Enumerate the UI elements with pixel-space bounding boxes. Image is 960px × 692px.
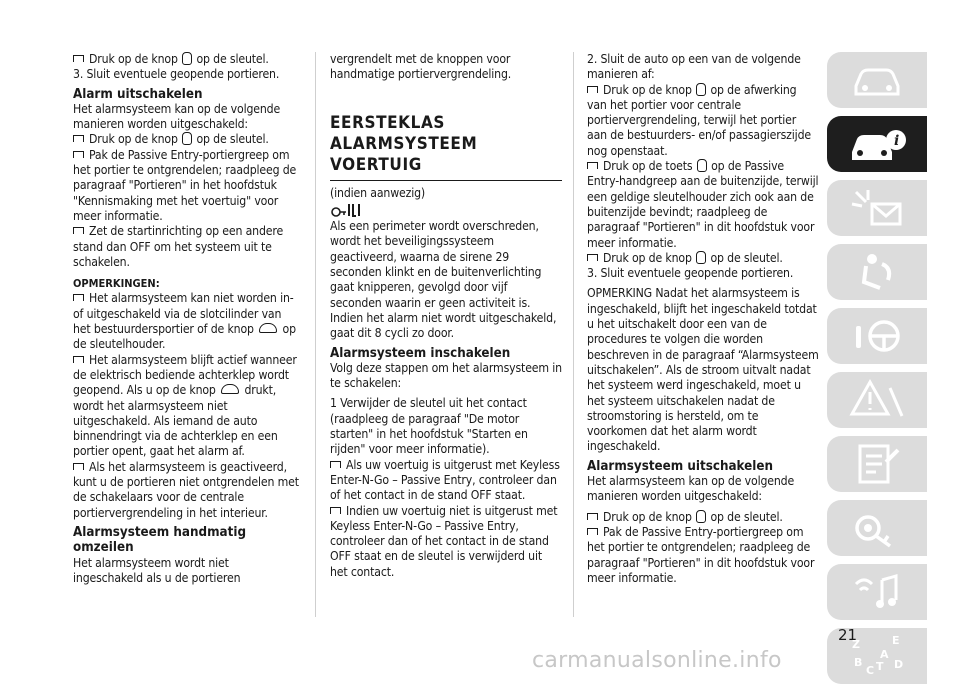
page-number: 21	[838, 626, 858, 644]
paragraph: Het alarmsysteem kan op de volgende manieren worden uitgeschakeld:	[587, 474, 795, 504]
paragraph: 2. Sluit de auto op een van de volgende manieren af:	[587, 52, 801, 82]
paragraph: 1 Verwijder de sleutel uit het contact (raadpleeg de paragraaf "De motor starten" in het hoofdstuk "Starten en rijden" voor meer informatie).	[330, 396, 528, 457]
keyless-icon	[330, 201, 562, 219]
lights-message-icon	[846, 186, 908, 230]
paragraph: Als een perimeter wordt overschreden, wordt het beveiligingssysteem geactiveerd, waarna de sirene 29 seconden klinkt en de buitenverlichting gaat knipperen, gevolgd door vijf seconden waarin er geen activiteit is. Indien het alarm niet wordt uitgeschakeld, gaat dit 8 cycli zo door.	[330, 219, 557, 341]
section-heading: Alarmsysteem inschakelen	[330, 345, 511, 361]
section-heading: Alarm uitschakelen	[73, 86, 203, 102]
tab-dashboard[interactable]	[827, 52, 927, 108]
airbag-seat-icon	[846, 250, 908, 294]
paragraph: Het alarmsysteem kan niet worden in- of uitgeschakeld via de slotcilinder van het bestuurdersportier of de knop op de sleutelhouder.	[73, 291, 296, 352]
car-info-icon	[846, 122, 908, 166]
key-lock-icon	[696, 251, 706, 264]
lock-button-icon	[696, 83, 706, 96]
lock-button-icon	[697, 159, 707, 172]
chapter-tabs	[827, 52, 930, 692]
dashboard-car-icon	[846, 58, 908, 102]
tab-car-info[interactable]	[827, 116, 927, 172]
paragraph: Volg deze stappen om het alarmsysteem in te schakelen:	[330, 360, 562, 391]
index-letter: A	[880, 648, 889, 661]
tab-lights[interactable]	[827, 180, 927, 236]
tab-starting-driving[interactable]	[827, 308, 927, 364]
column-2	[330, 52, 562, 580]
paragraph: Druk op de knop op de sleutel.	[73, 132, 299, 147]
index-letter: T	[876, 660, 884, 673]
column-1	[73, 52, 299, 586]
tab-emergency[interactable]	[827, 372, 927, 428]
multimedia-music-icon	[846, 570, 908, 614]
tailgate-icon	[221, 384, 239, 394]
paragraph: Druk op de knop op de sleutel.	[587, 251, 819, 266]
column-3	[587, 52, 819, 586]
column-divider	[573, 52, 574, 617]
paragraph: Als uw voertuig is uitgerust met Keyless Enter-N-Go – Passive Entry, controleer dan of het contact in de stand OFF staat.	[330, 457, 560, 503]
warning-road-icon	[846, 378, 908, 422]
tab-maintenance[interactable]	[827, 436, 927, 492]
car-keys-icon	[846, 506, 908, 550]
index-letter: Z	[852, 638, 860, 651]
note-heading: OPMERKINGEN:	[73, 277, 160, 291]
chapter-heading: EERSTEKLAS ALARMSYSTEEM VOERTUIG	[330, 113, 562, 181]
section-heading: Alarmsysteem handmatig omzeilen	[73, 524, 247, 556]
paragraph: vergrendelt met de knoppen voor handmatige portiervergrendeling.	[330, 52, 512, 82]
tailgate-icon	[259, 323, 277, 333]
maintenance-checklist-icon	[846, 442, 908, 486]
steering-wheel-icon	[846, 314, 908, 358]
paragraph: Het alarmsysteem wordt niet ingeschakeld als u de portieren	[73, 555, 241, 585]
paragraph: Het alarmsysteem blijft actief wanneer de elektrisch bediende achterklep wordt geopend. Als u op de knop drukt, wordt het alarmsysteem niet uitgeschakeld. Als iemand de auto binnendringt via de achterklep en een portier opent, gaat het alarm af.	[73, 352, 297, 459]
key-unlock-icon	[696, 510, 706, 523]
section-heading: Alarmsysteem uitschakelen	[587, 458, 773, 474]
paragraph: Druk op de knop op de sleutel.	[587, 510, 819, 525]
paragraph: Het alarmsysteem kan op de volgende manieren worden uitgeschakeld:	[73, 101, 281, 132]
index-letter: E	[892, 634, 900, 647]
paragraph: Zet de startinrichting op een andere stand dan OFF om het systeem uit te schakelen.	[73, 224, 284, 269]
paragraph: Indien uw voertuig niet is uitgerust met Keyless Enter-N-Go – Passive Entry, controleer dan of het contact in de stand OFF staat en de sleutel is verwijderd uit het contact.	[330, 503, 558, 579]
index-letter: C	[866, 664, 875, 677]
paragraph: Druk op de toets op de Passive Entry-handgreep aan de buitenzijde, terwijl een geldige sleutelhouder zich ook aan de buitenzijde bevindt; raadpleeg de paragraaf "Portieren" in dit hoofdstuk voor meer informatie.	[587, 159, 819, 250]
svg-text:i: i	[894, 133, 900, 149]
paragraph: Druk op de knop op de afwerking van het portier voor centrale portiervergrendeling, terwijl het portier aan de bestuurders- en/of passagierszijde nog openstaat.	[587, 82, 811, 158]
paragraph: Pak de Passive Entry-portiergreep om het portier te ontgrendelen; raadpleeg de paragraaf "Portieren" in dit hoofdstuk voor meer informatie.	[587, 524, 815, 585]
paragraph: Pak de Passive Entry-portiergreep om het portier te ontgrendelen; raadpleeg de paragraaf "Portieren" in het hoofdstuk "Kennismaking met het voertuig" voor meer informatie.	[73, 147, 297, 223]
index-letter: B	[854, 656, 863, 669]
paragraph: Als het alarmsysteem is geactiveerd, kunt u de portieren niet ontgrendelen met de schakelaars voor de centrale portiervergrendeling in het interieur.	[73, 459, 299, 520]
key-lock-icon	[182, 52, 192, 65]
tab-safety[interactable]	[827, 244, 927, 300]
paragraph: 3. Sluit eventuele geopende portieren.	[587, 266, 794, 281]
watermark: carmanualsonline.info	[532, 648, 782, 673]
key-unlock-icon	[182, 132, 192, 145]
index-letter: D	[894, 658, 904, 671]
tab-technical-data[interactable]	[827, 500, 927, 556]
column-divider	[315, 52, 316, 617]
availability-note: (indien aanwezig)	[330, 185, 426, 200]
note-paragraph: OPMERKING Nadat het alarmsysteem is ingeschakeld, blijft het ingeschakeld totdat u het uitschakelt door een van de procedures te volgen die worden beschreven in de paragraaf “Alarmsysteem uitschakelen”. Als de stroom uitvalt nadat het systeem werd ingeschakeld, moet u het systeem uitschakelen nadat de stroomstoring is hersteld, om te voorkomen dat het alarm wordt ingeschakeld.	[587, 286, 819, 454]
paragraph: 3. Sluit eventuele geopende portieren.	[73, 67, 280, 82]
paragraph: Druk op de knop op de sleutel.	[73, 52, 299, 67]
tab-multimedia[interactable]	[827, 564, 927, 620]
